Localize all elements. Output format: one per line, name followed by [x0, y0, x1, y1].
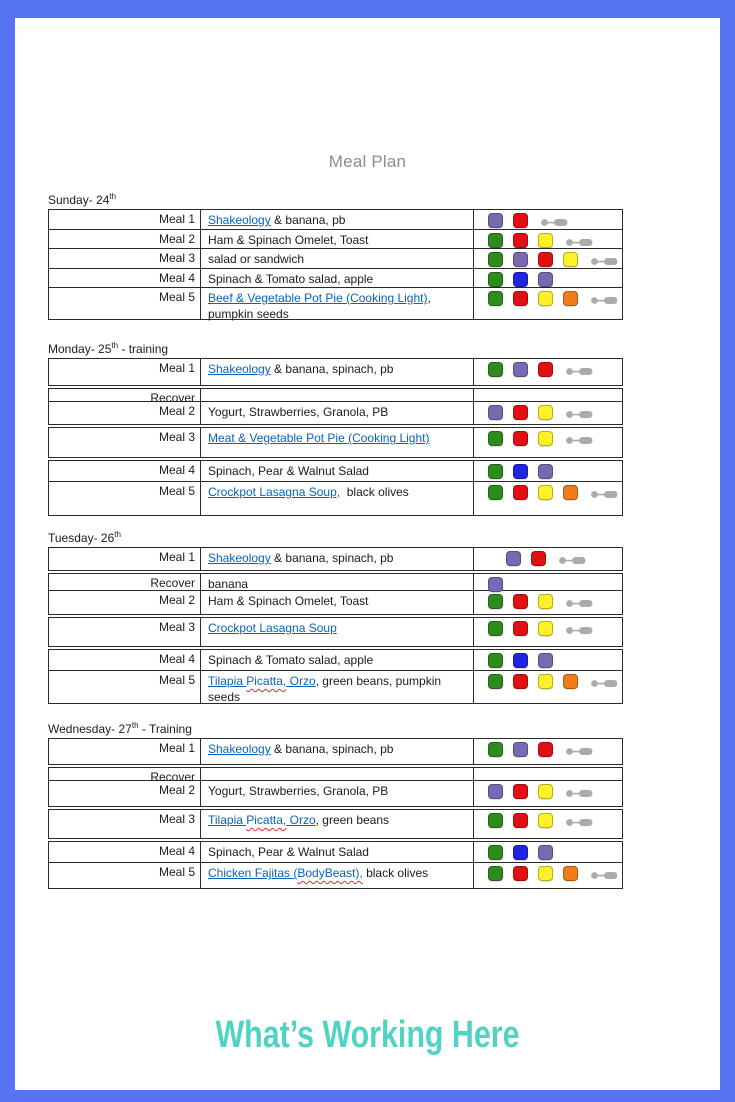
container-icons [474, 739, 622, 764]
meal-label: Meal 5 [49, 288, 201, 319]
table-row [48, 209, 623, 230]
spoon-icon [565, 816, 595, 834]
container-icon-red [531, 551, 546, 566]
meal-label: Meal 1 [49, 548, 201, 570]
description-text: black olives [362, 866, 429, 880]
container-icon-green [488, 291, 503, 306]
meal-description [201, 461, 474, 481]
meal-description [201, 428, 474, 457]
table-row [48, 780, 623, 807]
page-title: Meal Plan [328, 152, 407, 171]
meal-link[interactable]: Shakeology [208, 362, 271, 376]
container-icons [474, 269, 622, 287]
table-row [48, 287, 623, 320]
container-icons [474, 781, 622, 806]
meal-description [201, 574, 474, 590]
spoon-icon [558, 554, 588, 572]
description-text: , pumpkin seeds [208, 291, 435, 321]
meal-description [201, 389, 474, 401]
meal-label: Meal 2 [49, 781, 201, 806]
spoon-icon [565, 365, 595, 383]
container-icon-purple [513, 742, 528, 757]
container-icon-red [538, 742, 553, 757]
meal-link[interactable]: BodyBeast), [297, 866, 363, 880]
footer-watermark: What’s Working Here [215, 1014, 520, 1056]
container-icons [474, 768, 622, 780]
container-icon-red [513, 674, 528, 689]
meal-label: Recover [49, 574, 201, 590]
day-header [48, 190, 623, 207]
table-row [48, 358, 623, 386]
container-icon-red [538, 252, 553, 267]
meal-link[interactable]: Chicken Fajitas ( [208, 866, 298, 880]
meal-label: Meal 1 [49, 210, 201, 229]
container-icon-yellow [538, 431, 553, 446]
table-row [48, 617, 623, 647]
meal-link[interactable]: Picatta, [246, 813, 287, 827]
container-icon-red [513, 291, 528, 306]
meal-label: Meal 2 [49, 591, 201, 614]
container-icon-yellow [538, 233, 553, 248]
container-icon-red [513, 405, 528, 420]
container-icon-green [488, 594, 503, 609]
container-icons [474, 359, 622, 385]
meal-description [201, 591, 474, 614]
meal-label: Meal 2 [49, 402, 201, 424]
day-header [48, 719, 623, 736]
meal-link[interactable]: Shakeology [208, 213, 271, 227]
container-icon-yellow [538, 485, 553, 500]
meal-label: Meal 2 [49, 230, 201, 248]
meal-label: Meal 5 [49, 863, 201, 888]
table-row [48, 229, 623, 249]
description-text: Spinach & Tomato salad, apple [208, 653, 374, 667]
spoon-icon [590, 294, 620, 312]
table-row [48, 268, 623, 288]
container-icon-green [488, 845, 503, 860]
day-header-text: Monday- 25 [48, 342, 112, 356]
spoon-icon [565, 597, 595, 615]
day-section [48, 719, 623, 889]
container-icons [474, 389, 622, 401]
container-icons [474, 671, 622, 703]
description-text: Spinach, Pear & Walnut Salad [208, 464, 369, 478]
ordinal-suffix: th [109, 192, 117, 201]
container-icons [474, 863, 622, 888]
container-icon-purple [506, 551, 521, 566]
container-icon-yellow [538, 594, 553, 609]
meal-link[interactable]: Shakeology [208, 742, 271, 756]
container-icons [474, 650, 622, 670]
table-row [48, 388, 623, 405]
meal-label: Meal 3 [49, 810, 201, 838]
description-text: Ham & Spinach Omelet, Toast [208, 233, 369, 247]
table-row [48, 248, 623, 269]
meal-table [48, 358, 623, 516]
description-text: black olives [340, 485, 409, 499]
meal-description [201, 482, 474, 515]
container-icons [474, 842, 622, 862]
description-text: Spinach & Tomato salad, apple [208, 272, 374, 286]
container-icon-green [488, 252, 503, 267]
container-icons [474, 210, 622, 229]
meal-label: Meal 4 [49, 269, 201, 287]
container-icon-blue [513, 464, 528, 479]
day-header-note: - Training [138, 722, 192, 736]
container-icons [474, 288, 622, 319]
container-icons [474, 574, 622, 590]
description-text: & banana, pb [270, 213, 346, 227]
table-row [48, 427, 623, 458]
description-text: , green beans, pumpkin seeds [208, 674, 445, 704]
meal-link[interactable]: Tilapia [208, 813, 247, 827]
container-icon-purple [538, 272, 553, 287]
meal-link[interactable]: Picatta, [246, 674, 287, 688]
table-row [48, 401, 623, 425]
container-icon-red [513, 621, 528, 636]
container-icon-green [488, 813, 503, 828]
container-icon-purple [513, 252, 528, 267]
days-container [48, 190, 623, 889]
container-icons [474, 402, 622, 424]
day-section [48, 190, 623, 320]
meal-description [201, 359, 474, 385]
meal-description [201, 671, 474, 703]
description-text: Spinach, Pear & Walnut Salad [208, 845, 369, 859]
description-text: & banana, spinach, pb [270, 362, 394, 376]
meal-label: Meal 4 [49, 650, 201, 670]
meal-description [201, 269, 474, 287]
meal-link[interactable]: Shakeology [208, 551, 271, 565]
container-icon-yellow [538, 784, 553, 799]
container-icon-purple [538, 653, 553, 668]
container-icon-yellow [538, 405, 553, 420]
spoon-icon [565, 624, 595, 642]
container-icon-purple [488, 405, 503, 420]
container-icon-blue [513, 845, 528, 860]
table-row [48, 547, 623, 571]
meal-label: Meal 3 [49, 618, 201, 646]
container-icons [474, 810, 622, 838]
day-section [48, 528, 623, 704]
meal-link[interactable]: Orzo [286, 674, 316, 688]
meal-description [201, 781, 474, 806]
meal-description [201, 768, 474, 780]
meal-label: Meal 1 [49, 739, 201, 764]
container-icon-purple [538, 464, 553, 479]
meal-label: Meal 5 [49, 482, 201, 515]
meal-table [48, 738, 623, 889]
container-icon-red [513, 866, 528, 881]
spoon-icon [590, 677, 620, 695]
container-icon-orange [563, 291, 578, 306]
container-icon-red [513, 431, 528, 446]
container-icons [474, 618, 622, 646]
day-header [48, 339, 623, 356]
container-icon-red [513, 813, 528, 828]
day-header-text: Wednesday- 27 [48, 722, 132, 736]
container-icon-yellow [563, 252, 578, 267]
meal-description [201, 249, 474, 268]
meal-description [201, 210, 474, 229]
container-icon-purple [488, 213, 503, 228]
meal-label: Meal 3 [49, 428, 201, 457]
description-text: , green beans [315, 813, 390, 827]
meal-link[interactable]: Orzo [286, 813, 316, 827]
container-icon-green [488, 362, 503, 377]
container-icon-red [538, 362, 553, 377]
container-icon-green [488, 621, 503, 636]
description-text: Ham & Spinach Omelet, Toast [208, 594, 369, 608]
meal-description [201, 402, 474, 424]
meal-description [201, 548, 474, 570]
spoon-icon [590, 488, 620, 506]
container-icon-yellow [538, 813, 553, 828]
ordinal-suffix: th [114, 530, 121, 539]
meal-link[interactable]: Tilapia [208, 674, 247, 688]
description-text: Yogurt, Strawberries, Granola, PB [208, 405, 389, 419]
container-icons [474, 428, 622, 457]
container-icon-orange [563, 866, 578, 881]
table-row [48, 767, 623, 784]
meal-label: Recover [49, 768, 201, 780]
meal-description [201, 810, 474, 838]
meal-table [48, 547, 623, 704]
day-header-text: Sunday- 24 [48, 193, 110, 207]
meal-label: Meal 3 [49, 249, 201, 268]
container-icons [474, 230, 622, 248]
meal-description [201, 650, 474, 670]
container-icons [474, 548, 622, 570]
table-row [48, 460, 623, 482]
meal-description [201, 618, 474, 646]
container-icons [474, 591, 622, 614]
table-row [48, 573, 623, 591]
meal-label: Recover [49, 389, 201, 401]
table-row [48, 738, 623, 765]
container-icon-green [488, 674, 503, 689]
meal-description [201, 288, 474, 319]
container-icon-yellow [538, 291, 553, 306]
container-icon-green [488, 742, 503, 757]
container-icon-yellow [538, 866, 553, 881]
meal-description [201, 739, 474, 764]
container-icon-purple [488, 784, 503, 799]
container-icon-purple [488, 577, 503, 592]
day-header [48, 528, 623, 545]
description-text: & banana, spinach, pb [270, 551, 394, 565]
description-text: banana [208, 577, 249, 591]
container-icon-green [488, 464, 503, 479]
spoon-icon [565, 434, 595, 452]
container-icon-green [488, 485, 503, 500]
container-icon-blue [513, 653, 528, 668]
description-text: & banana, spinach, pb [270, 742, 394, 756]
container-icons [474, 482, 622, 515]
day-section [48, 339, 623, 516]
container-icon-green [488, 272, 503, 287]
table-row [48, 590, 623, 615]
container-icons [474, 461, 622, 481]
spoon-icon [565, 787, 595, 805]
container-icon-red [513, 213, 528, 228]
meal-link[interactable]: Crockpot Lasagna Soup [208, 621, 337, 635]
container-icon-green [488, 653, 503, 668]
spoon-icon [565, 745, 595, 763]
table-row [48, 841, 623, 863]
spoon-icon [565, 408, 595, 426]
table-row [48, 649, 623, 671]
meal-label: Meal 4 [49, 842, 201, 862]
container-icon-red [513, 784, 528, 799]
meal-label: Meal 1 [49, 359, 201, 385]
meal-description [201, 230, 474, 248]
meal-label: Meal 5 [49, 671, 201, 703]
day-header-text: Tuesday- 26 [48, 531, 115, 545]
table-row [48, 670, 623, 704]
container-icon-green [488, 866, 503, 881]
description-text: Yogurt, Strawberries, Granola, PB [208, 784, 389, 798]
meal-label: Meal 4 [49, 461, 201, 481]
container-icon-red [513, 233, 528, 248]
container-icon-orange [563, 485, 578, 500]
container-icon-purple [538, 845, 553, 860]
description-text: salad or sandwich [208, 252, 305, 266]
container-icon-red [513, 485, 528, 500]
meal-description [201, 842, 474, 862]
day-header-note: - training [118, 342, 169, 356]
ordinal-suffix: th [111, 341, 119, 350]
ordinal-suffix: th [131, 721, 139, 730]
container-icons [474, 249, 622, 268]
meal-plan-document [15, 18, 720, 1090]
table-row [48, 862, 623, 889]
container-icon-orange [563, 674, 578, 689]
meal-table [48, 209, 623, 320]
spoon-icon [590, 869, 620, 887]
meal-link[interactable]: Crockpot Lasagna Soup, [208, 485, 341, 499]
container-icon-purple [513, 362, 528, 377]
table-row [48, 481, 623, 516]
container-icon-green [488, 233, 503, 248]
meal-link[interactable]: Beef & Vegetable Pot Pie (Cooking Light) [208, 291, 428, 305]
meal-link[interactable]: Meat & Vegetable Pot Pie (Cooking Light) [208, 431, 430, 445]
container-icon-yellow [538, 621, 553, 636]
container-icon-blue [513, 272, 528, 287]
container-icon-green [488, 431, 503, 446]
meal-description [201, 863, 474, 888]
container-icon-red [513, 594, 528, 609]
table-row [48, 809, 623, 839]
container-icon-yellow [538, 674, 553, 689]
